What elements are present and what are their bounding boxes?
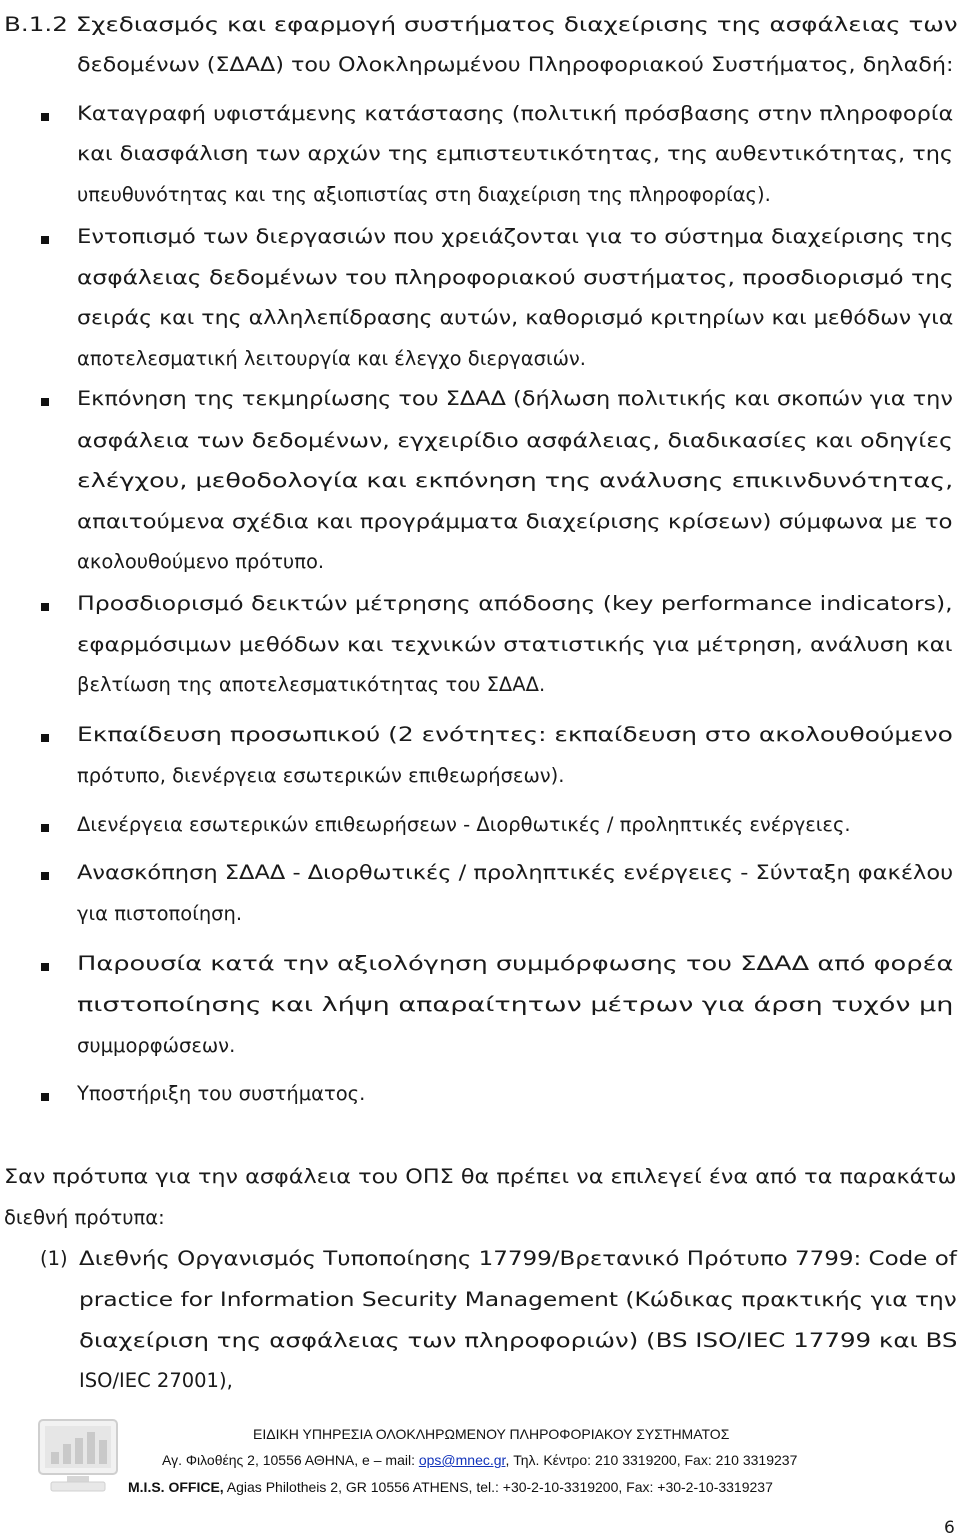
footer-address-prefix: Αγ. Φιλοθέης 2, 10556 ΑΘΗΝΑ, e – mail: bbox=[162, 1452, 419, 1468]
bullet-line: ακολουθούμενο πρότυπο. bbox=[77, 550, 325, 573]
numbered-item-line: Διεθνής Οργανισμός Τυποποίησης 17799/Βρετανικό Πρότυπο 7799: Code of bbox=[79, 1247, 957, 1270]
bullet-line: Υποστήριξη του συστήματος. bbox=[77, 1082, 366, 1105]
bullet-line: Εκπαίδευση προσωπικού (2 ενότητες: εκπαίδευση στο ακολουθούμενο bbox=[77, 723, 953, 746]
footer-email-link[interactable]: ops@mnec.gr bbox=[418, 1452, 506, 1468]
section-heading-line-1 bbox=[4, 10, 958, 40]
bullet-square-icon bbox=[41, 734, 49, 742]
bullet-square-icon bbox=[41, 603, 49, 611]
numbered-item-line: διαχείριση της ασφάλειας των πληροφοριών) (BS ISO/IEC 17799 και BS bbox=[79, 1329, 958, 1352]
section-title: Σχεδιασμός και εφαρμογή συστήματος διαχείρισης της ασφάλειας των bbox=[75, 13, 958, 36]
bullet-line: Προσδιορισμό δεικτών μέτρησης απόδοσης (key performance indicators), bbox=[77, 592, 953, 615]
bar-chart-computer-logo-icon bbox=[37, 1418, 119, 1494]
numbered-item-line: practice for Information Security Management (Κώδικας πρακτικής για την bbox=[79, 1288, 957, 1311]
bullet-square-icon bbox=[41, 236, 49, 244]
bullet-line: πιστοποίησης και λήψη απαραίτητων μέτρων για άρση τυχόν μη bbox=[77, 993, 954, 1016]
bullet-line: απαιτούμενα σχέδια και προγράμματα διαχείρισης κρίσεων) σύμφωνα με το bbox=[77, 510, 953, 533]
bullet-line: ασφάλειας δεδομένων του πληροφοριακού συστήματος, προσδιορισμό της bbox=[77, 266, 954, 289]
section-heading-line-2: δεδομένων (ΣΔΑΔ) του Ολοκληρωμένου Πληροφοριακού Συστήματος, δηλαδή: bbox=[77, 53, 954, 76]
footer-office-name: M.I.S. OFFICE, bbox=[128, 1479, 224, 1495]
bullet-line: ελέγχου, μεθοδολογία και εκπόνηση της ανάλυσης επικινδυνότητας, bbox=[77, 469, 954, 492]
bullet-line: βελτίωση της αποτελεσματικότητας του ΣΔΑΔ. bbox=[77, 673, 546, 696]
bullet-line: Διενέργεια εσωτερικών επιθεωρήσεων - Διορθωτικές / προληπτικές ενέργειες. bbox=[77, 813, 851, 836]
bullet-line: και διασφάλιση των αρχών της εμπιστευτικότητας, της αυθεντικότητας, της bbox=[77, 142, 954, 165]
bullet-line: αποτελεσματική λειτουργία και έλεγχο διεργασιών. bbox=[77, 347, 587, 370]
bullet-line: Παρουσία κατά την αξιολόγηση συμμόρφωσης του ΣΔΑΔ από φορέα bbox=[77, 952, 954, 975]
bullet-square-icon bbox=[41, 824, 49, 832]
bullet-line: σειράς και της αλληλεπίδρασης αυτών, καθορισμό κριτηρίων και μεθόδων για bbox=[77, 306, 954, 329]
footer-organization: ΕΙΔΙΚΗ ΥΠΗΡΕΣΙΑ ΟΛΟΚΛΗΡΩΜΕΝΟΥ ΠΛΗΡΟΦΟΡΙΑΚΟΥ ΣΥΣΤΗΜΑΤΟΣ bbox=[253, 1426, 730, 1442]
bullet-line: Εκπόνηση της τεκμηρίωσης του ΣΔΑΔ (δήλωση πολιτικής και σκοπών για την bbox=[77, 387, 953, 410]
bullet-line: Εντοπισμό των διεργασιών που χρειάζονται για το σύστημα διαχείρισης της bbox=[77, 225, 954, 248]
bullet-square-icon bbox=[41, 1093, 49, 1101]
bullet-square-icon bbox=[41, 872, 49, 880]
bullet-line: για πιστοποίηση. bbox=[77, 902, 243, 925]
section-number: B.1.2 bbox=[4, 13, 68, 36]
bullet-line: Καταγραφή υφιστάμενης κατάστασης (πολιτική πρόσβασης στην πληροφορία bbox=[77, 102, 954, 125]
bullet-line: πρότυπο, διενέργεια εσωτερικών επιθεωρήσεων). bbox=[77, 764, 565, 787]
bullet-line: εφαρμόσιμων μεθόδων και τεχνικών στατιστικής για μέτρηση, ανάλυση και bbox=[77, 633, 953, 656]
bullet-line: Ανασκόπηση ΣΔΑΔ - Διορθωτικές / προληπτικές ενέργειες - Σύνταξη φακέλου bbox=[77, 861, 954, 884]
numbered-item-marker: (1) bbox=[40, 1247, 68, 1270]
bullet-square-icon bbox=[41, 963, 49, 971]
bullet-line: ασφάλεια των δεδομένων, εγχειρίδιο ασφάλειας, διαδικασίες και οδηγίες bbox=[77, 429, 953, 452]
bullet-line: συμμορφώσεων. bbox=[77, 1034, 236, 1057]
footer-office-address: Agias Philotheis 2, GR 10556 ATHENS, tel.: +30-2-10-3319200, Fax: +30-2-10-3319237 bbox=[223, 1479, 773, 1495]
numbered-item-line: ISO/IEC 27001), bbox=[79, 1369, 233, 1392]
bullet-square-icon bbox=[41, 113, 49, 121]
footer-phone: , Τηλ. Κέντρο: 210 3319200, Fax: 210 3319237 bbox=[505, 1452, 798, 1468]
bullet-line: υπευθυνότητας και της αξιοπιστίας στη διαχείριση της πληροφορίας). bbox=[77, 183, 771, 206]
page-number: 6 bbox=[944, 1518, 955, 1538]
footer-address-greek bbox=[162, 1451, 797, 1469]
paragraph-line: διεθνή πρότυπα: bbox=[4, 1206, 165, 1229]
footer-address-english bbox=[128, 1478, 773, 1496]
bullet-square-icon bbox=[41, 398, 49, 406]
paragraph-line: Σαν πρότυπα για την ασφάλεια του ΟΠΣ θα πρέπει να επιλεγεί ένα από τα παρακάτω bbox=[4, 1165, 957, 1188]
